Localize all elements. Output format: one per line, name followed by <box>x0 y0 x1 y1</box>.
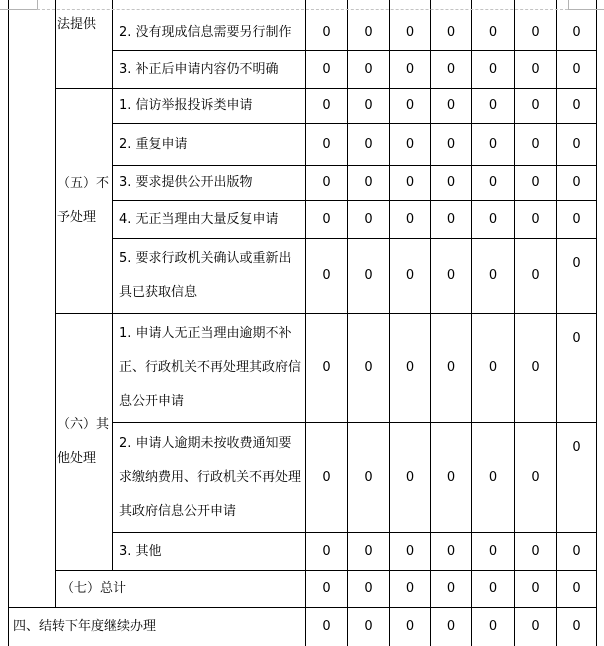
value-cell: 0 <box>472 124 515 166</box>
value-cell: 0 <box>306 89 348 124</box>
table-row <box>9 0 597 51</box>
value-cell: 0 <box>348 314 390 423</box>
value-cell: 0 <box>515 0 557 51</box>
value-cell: 0 <box>472 51 515 89</box>
value-cell: 0 <box>390 89 431 124</box>
item-label-cell: 5. 要求行政机关确认或重新出具已获取信息 <box>113 239 306 314</box>
value-cell: 0 <box>472 239 515 314</box>
value-cell: 0 <box>306 608 348 646</box>
item-label-cell: 4. 无正当理由大量反复申请 <box>113 201 306 239</box>
value-cell: 0 <box>431 201 472 239</box>
value-cell: 0 <box>472 201 515 239</box>
value-cell: 0 <box>431 423 472 533</box>
item-label-cell: 2. 重复申请 <box>113 124 306 166</box>
value-cell: 0 <box>306 314 348 423</box>
page-break-tick-left <box>37 0 38 9</box>
item-label-cell: 3. 补正后申请内容仍不明确 <box>113 51 306 89</box>
value-cell: 0 <box>515 314 557 423</box>
value-cell: 0 <box>348 0 390 51</box>
value-cell: 0 <box>348 608 390 646</box>
value-cell: 0 <box>390 0 431 51</box>
value-cell: 0 <box>306 51 348 89</box>
value-cell: 0 <box>348 239 390 314</box>
value-cell: 0 <box>472 89 515 124</box>
disclosure-results-table <box>8 0 597 646</box>
value-cell: 0 <box>431 608 472 646</box>
carryover-row-label-cell: 四、结转下年度继续办理 <box>9 608 306 646</box>
total-row-label-cell: （七）总计 <box>56 571 306 608</box>
value-cell: 0 <box>472 608 515 646</box>
value-cell: 0 <box>306 201 348 239</box>
value-cell: 0 <box>557 201 597 239</box>
value-cell: 0 <box>431 0 472 51</box>
page-break-solid-line-left <box>0 9 37 10</box>
table-row-total <box>9 571 597 608</box>
value-cell: 0 <box>472 166 515 201</box>
value-cell: 0 <box>431 89 472 124</box>
value-cell: 0 <box>348 571 390 608</box>
value-cell: 0 <box>348 201 390 239</box>
value-cell: 0 <box>515 201 557 239</box>
item-label-cell: 2. 申请人逾期未按收费通知要求缴纳费用、行政机关不再处理其政府信息公开申请 <box>113 423 306 533</box>
value-cell: 0 <box>557 239 597 314</box>
value-cell: 0 <box>348 533 390 571</box>
value-cell: 0 <box>348 51 390 89</box>
item-label-cell: 3. 其他 <box>113 533 306 571</box>
value-cell: 0 <box>557 423 597 533</box>
table-row <box>9 314 597 423</box>
group-label-cell: 法提供 <box>56 0 113 89</box>
value-cell: 0 <box>472 533 515 571</box>
value-cell: 0 <box>390 571 431 608</box>
value-cell: 0 <box>557 571 597 608</box>
table-row-carryover <box>9 608 597 646</box>
value-cell: 0 <box>390 201 431 239</box>
value-cell: 0 <box>557 314 597 423</box>
table-row <box>9 89 597 124</box>
value-cell: 0 <box>472 314 515 423</box>
value-cell: 0 <box>515 533 557 571</box>
value-cell: 0 <box>390 166 431 201</box>
value-cell: 0 <box>515 423 557 533</box>
value-cell: 0 <box>472 0 515 51</box>
value-cell: 0 <box>515 166 557 201</box>
value-cell: 0 <box>557 89 597 124</box>
value-cell: 0 <box>557 533 597 571</box>
item-label-cell: 1. 申请人无正当理由逾期不补正、行政机关不再处理其政府信息公开申请 <box>113 314 306 423</box>
value-cell: 0 <box>390 608 431 646</box>
page-break-tick-right <box>568 0 569 9</box>
value-cell: 0 <box>515 51 557 89</box>
value-cell: 0 <box>557 124 597 166</box>
value-cell: 0 <box>431 314 472 423</box>
value-cell: 0 <box>431 51 472 89</box>
value-cell: 0 <box>431 533 472 571</box>
item-label-cell: 3. 要求提供公开出版物 <box>113 166 306 201</box>
value-cell: 0 <box>390 51 431 89</box>
value-cell: 0 <box>348 124 390 166</box>
item-label-cell: 1. 信访举报投诉类申请 <box>113 89 306 124</box>
value-cell: 0 <box>515 239 557 314</box>
value-cell: 0 <box>557 166 597 201</box>
value-cell: 0 <box>390 314 431 423</box>
page-break-solid-line-right <box>568 9 604 10</box>
value-cell: 0 <box>348 166 390 201</box>
value-cell: 0 <box>306 533 348 571</box>
value-cell: 0 <box>431 124 472 166</box>
left-spanner-cell <box>9 0 56 608</box>
value-cell: 0 <box>390 533 431 571</box>
group-label-cell: （五）不予处理 <box>56 89 113 314</box>
item-label-cell: 2. 没有现成信息需要另行制作 <box>113 0 306 51</box>
value-cell: 0 <box>306 571 348 608</box>
value-cell: 0 <box>390 239 431 314</box>
value-cell: 0 <box>557 51 597 89</box>
value-cell: 0 <box>431 166 472 201</box>
value-cell: 0 <box>472 571 515 608</box>
page-break-dashed-line <box>37 9 568 10</box>
group-label-cell: （六）其他处理 <box>56 314 113 571</box>
value-cell: 0 <box>390 124 431 166</box>
value-cell: 0 <box>306 0 348 51</box>
value-cell: 0 <box>390 423 431 533</box>
value-cell: 0 <box>348 423 390 533</box>
value-cell: 0 <box>515 608 557 646</box>
value-cell: 0 <box>515 571 557 608</box>
value-cell: 0 <box>472 423 515 533</box>
value-cell: 0 <box>348 89 390 124</box>
value-cell: 0 <box>431 239 472 314</box>
value-cell: 0 <box>557 0 597 51</box>
value-cell: 0 <box>306 166 348 201</box>
value-cell: 0 <box>515 124 557 166</box>
value-cell: 0 <box>431 571 472 608</box>
value-cell: 0 <box>515 89 557 124</box>
value-cell: 0 <box>557 608 597 646</box>
value-cell: 0 <box>306 124 348 166</box>
value-cell: 0 <box>306 239 348 314</box>
value-cell: 0 <box>306 423 348 533</box>
